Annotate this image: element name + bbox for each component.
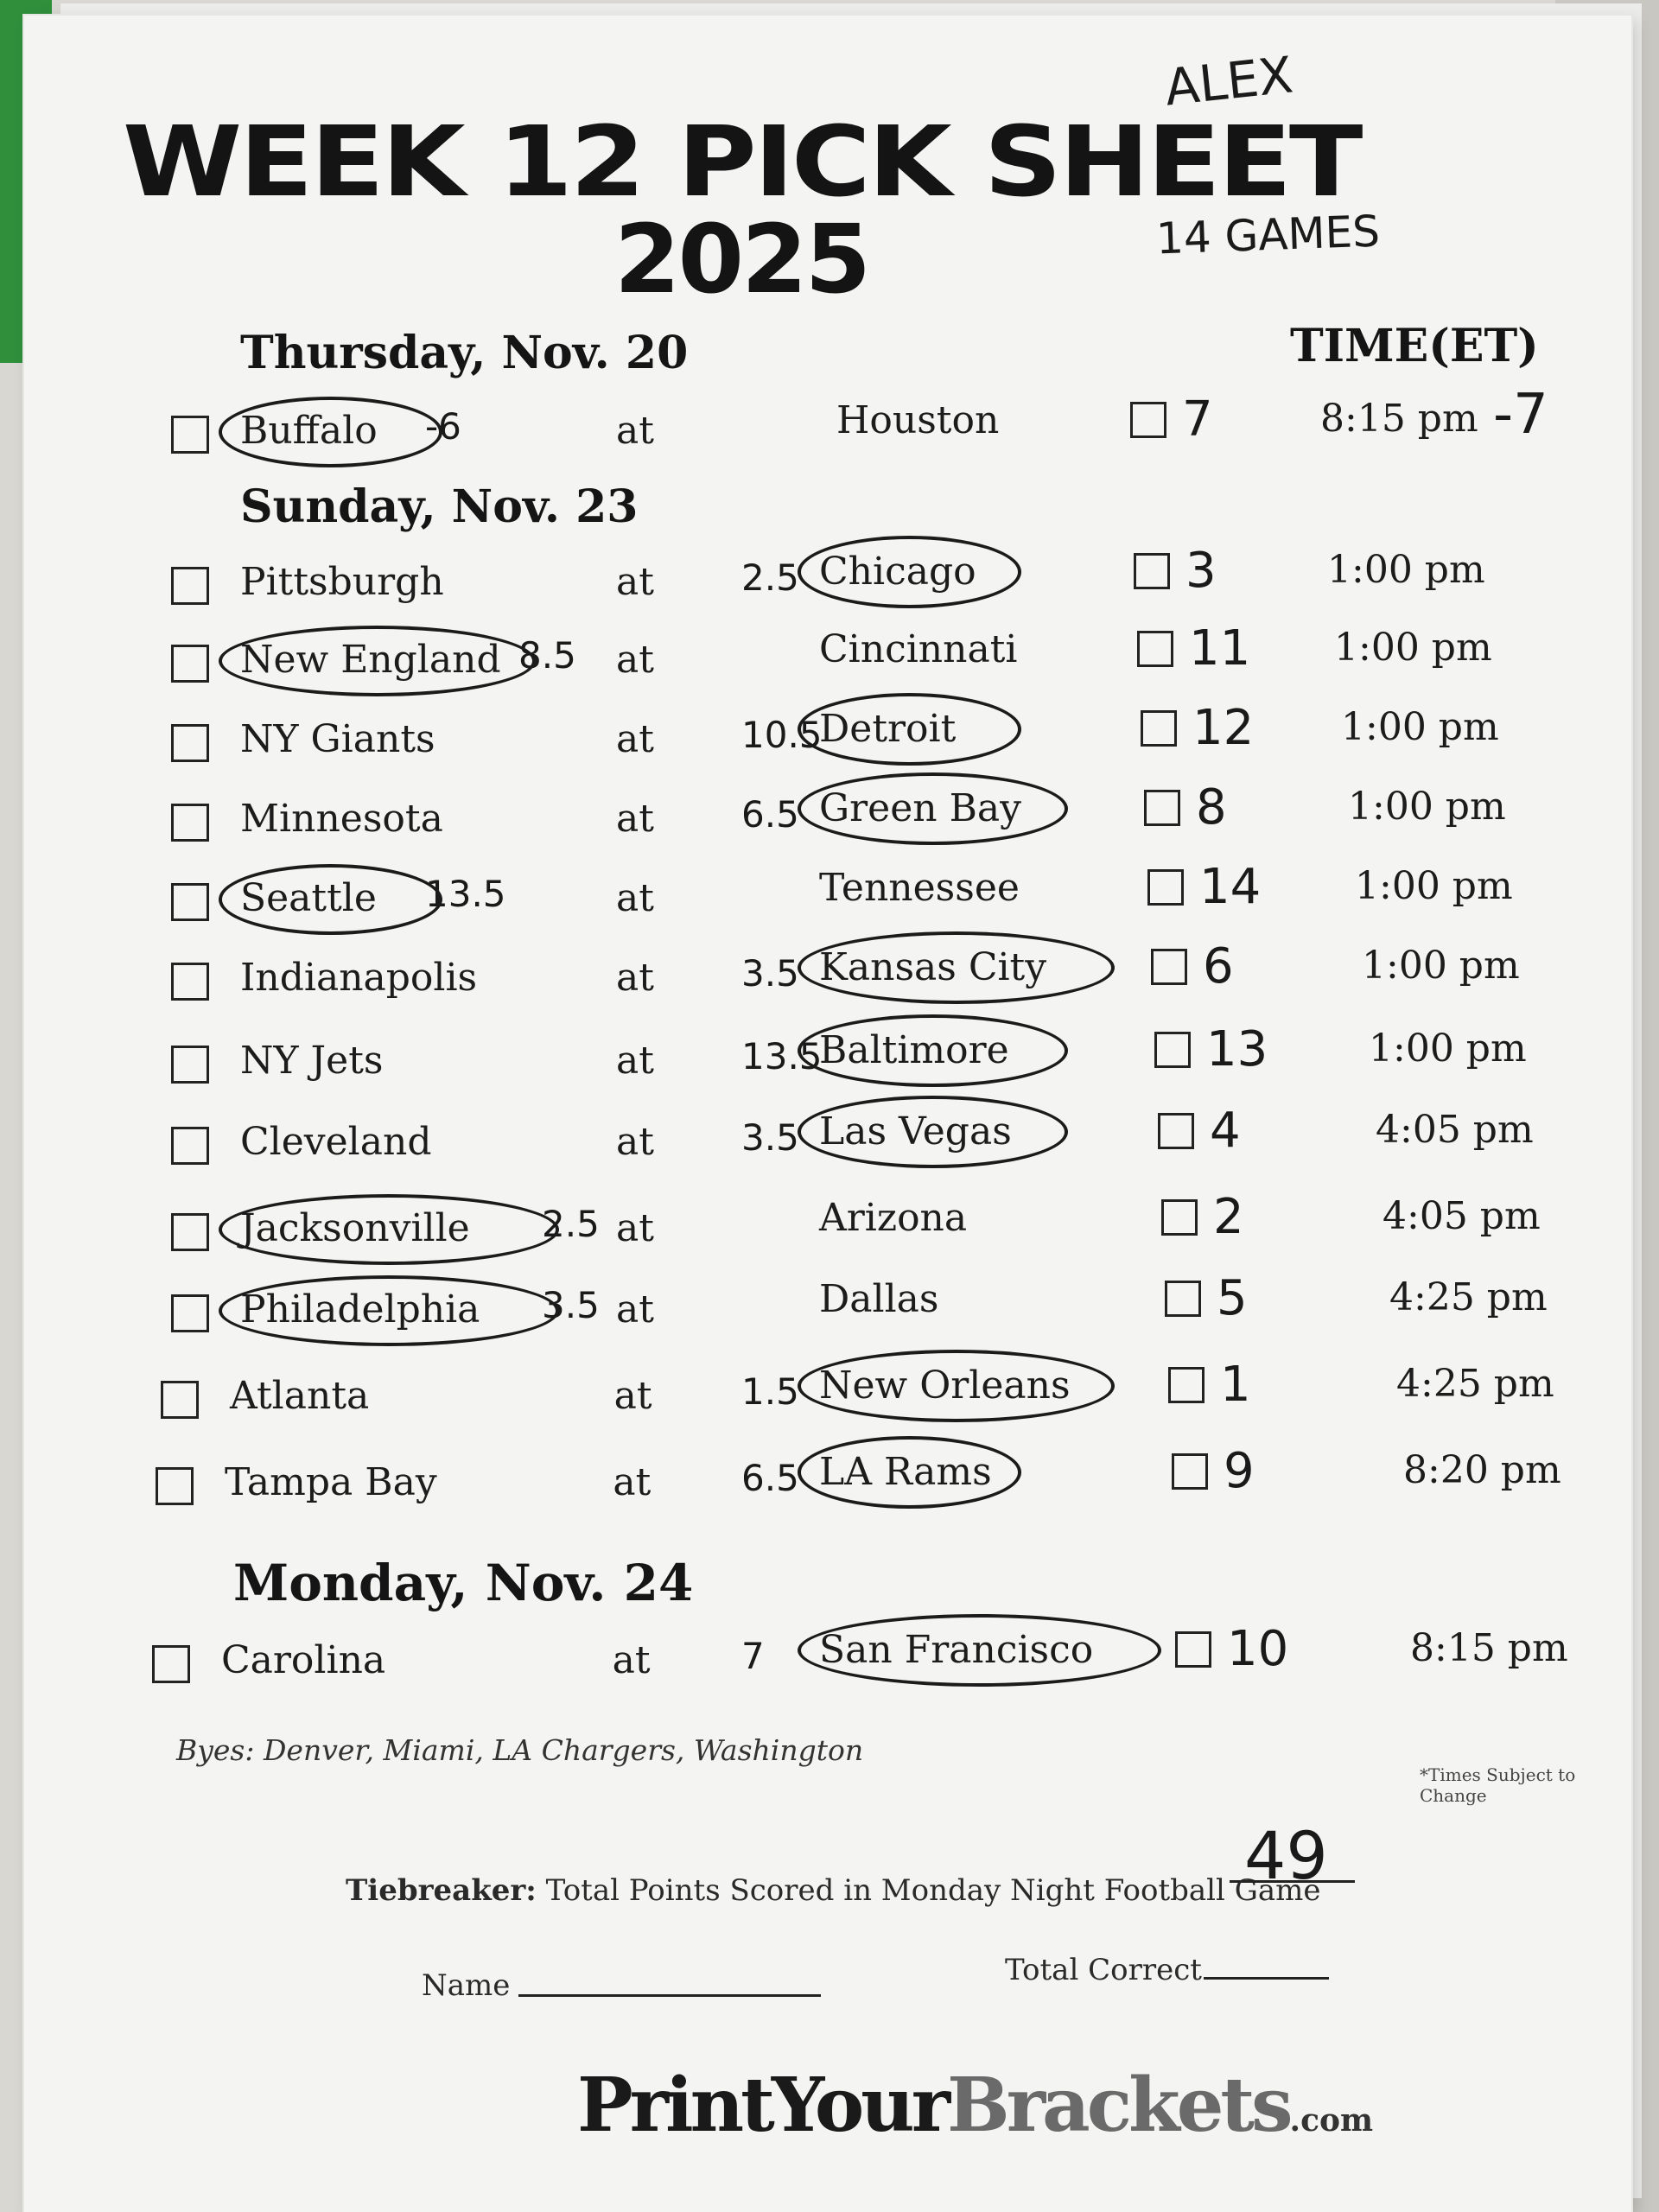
handwritten-spread: 3.5 — [741, 952, 799, 995]
handwritten-rank: 14 — [1199, 859, 1262, 915]
pick-circle — [219, 626, 536, 696]
game-time: 8:15 pm — [1410, 1626, 1568, 1670]
handwritten-name: ALEX — [1161, 45, 1296, 118]
handwritten-rank: 6 — [1203, 938, 1234, 995]
at-label: at — [613, 1460, 652, 1504]
handwritten-spread: 8.5 — [518, 634, 576, 677]
rank-checkbox[interactable] — [1134, 553, 1170, 589]
away-team: New England — [240, 638, 501, 682]
pick-circle — [798, 536, 1021, 608]
pick-checkbox[interactable] — [171, 645, 209, 683]
rank-checkbox[interactable] — [1154, 1032, 1191, 1068]
sheet-year: 2025 — [613, 204, 869, 315]
name-field-line[interactable] — [518, 1994, 821, 1997]
handwritten-rank: 9 — [1224, 1443, 1255, 1499]
home-team: Arizona — [819, 1196, 968, 1240]
pick-checkbox[interactable] — [171, 883, 209, 921]
handwritten-spread: 13.5 — [741, 1035, 823, 1077]
pick-circle — [798, 1096, 1068, 1168]
pick-checkbox[interactable] — [152, 1645, 190, 1683]
away-team: Cleveland — [240, 1120, 432, 1164]
rank-checkbox[interactable] — [1168, 1367, 1205, 1403]
handwritten-spread: 6.5 — [741, 793, 799, 836]
pick-circle — [798, 1014, 1068, 1087]
game-row — [24, 1270, 1659, 1348]
at-label: at — [616, 409, 654, 453]
pick-circle — [219, 1275, 559, 1346]
game-row — [24, 859, 1659, 937]
pick-circle — [219, 864, 442, 935]
game-row — [24, 938, 1659, 1016]
pick-circle — [798, 772, 1068, 845]
pick-checkbox[interactable] — [171, 567, 209, 605]
home-team: Chicago — [819, 550, 976, 594]
home-team: San Francisco — [819, 1628, 1094, 1672]
game-time: 1:00 pm — [1362, 944, 1520, 988]
rank-checkbox[interactable] — [1130, 402, 1166, 438]
pick-circle — [219, 397, 442, 467]
home-team: Tennessee — [819, 866, 1020, 910]
rank-checkbox[interactable] — [1158, 1113, 1194, 1149]
rank-checkbox[interactable] — [1137, 631, 1173, 667]
pick-checkbox[interactable] — [171, 1294, 209, 1332]
pick-checkbox[interactable] — [171, 1213, 209, 1251]
home-team: Dallas — [819, 1277, 939, 1321]
pick-checkbox[interactable] — [156, 1467, 194, 1505]
brand-part3: .com — [1289, 2102, 1374, 2139]
brand-part1: PrintYour — [577, 2062, 948, 2149]
day-monday: Monday, Nov. 24 — [233, 1554, 694, 1612]
pick-sheet-paper — [24, 16, 1631, 2212]
times-note: *Times Subject to Change — [1420, 1764, 1576, 1806]
handwritten-rank: 2 — [1213, 1189, 1244, 1245]
name-label: Name — [422, 1968, 511, 2003]
away-team: NY Giants — [240, 717, 435, 761]
tiebreaker-prompt — [346, 1873, 1321, 1908]
away-team: Tampa Bay — [225, 1460, 437, 1504]
game-row — [24, 543, 1659, 620]
handwritten-spread: 2.5 — [542, 1203, 600, 1245]
at-label: at — [616, 1206, 654, 1250]
away-team: Jacksonville — [240, 1206, 470, 1250]
handwritten-spread: 13.5 — [425, 873, 506, 915]
pick-checkbox[interactable] — [161, 1381, 199, 1419]
rank-checkbox[interactable] — [1141, 710, 1177, 747]
day-sunday: Sunday, Nov. 23 — [240, 480, 639, 533]
home-team: Baltimore — [819, 1028, 1009, 1072]
tiebreaker-text: Total Points Scored in Monday Night Football Game — [545, 1873, 1321, 1908]
away-team: Philadelphia — [240, 1287, 480, 1332]
handwritten-spread: 1.5 — [741, 1370, 799, 1413]
game-time: 4:25 pm — [1389, 1275, 1548, 1319]
rank-checkbox[interactable] — [1147, 869, 1184, 906]
home-team: LA Rams — [819, 1450, 992, 1494]
home-team: Detroit — [819, 707, 957, 751]
pick-circle — [798, 693, 1021, 766]
at-label: at — [616, 956, 654, 1000]
handwritten-spread: 10.5 — [741, 714, 823, 756]
pick-circle — [219, 1194, 559, 1265]
at-label: at — [613, 1374, 652, 1418]
at-label: at — [612, 1638, 651, 1682]
at-label: at — [616, 1287, 654, 1332]
game-row — [24, 1021, 1659, 1099]
pick-circle — [798, 931, 1115, 1004]
game-time: 4:05 pm — [1382, 1194, 1541, 1238]
pick-checkbox[interactable] — [171, 804, 209, 842]
brand-part2: Brackets — [947, 2062, 1290, 2149]
game-row — [24, 1189, 1659, 1267]
handwritten-spread: 6.5 — [741, 1457, 799, 1499]
home-team: New Orleans — [819, 1363, 1071, 1408]
pick-checkbox[interactable] — [171, 963, 209, 1001]
game-row — [24, 1103, 1659, 1180]
pick-circle — [798, 1614, 1161, 1687]
handwritten-rank: 1 — [1220, 1357, 1251, 1413]
handwritten-rank: 4 — [1210, 1103, 1241, 1159]
away-team: Indianapolis — [240, 956, 478, 1000]
rank-checkbox[interactable] — [1144, 790, 1180, 826]
home-team: Las Vegas — [819, 1109, 1012, 1154]
home-team: Kansas City — [819, 945, 1047, 989]
handwritten-rank: 10 — [1227, 1621, 1289, 1677]
home-team: Houston — [836, 398, 1000, 442]
handwritten-spread: 2.5 — [741, 556, 799, 599]
pick-circle — [798, 1350, 1115, 1422]
handwritten-rank: 13 — [1206, 1021, 1268, 1077]
handwritten-rank: 8 — [1196, 779, 1227, 836]
away-team: Pittsburgh — [240, 560, 444, 604]
game-time: 1:00 pm — [1341, 705, 1499, 749]
game-time: 1:00 pm — [1334, 626, 1492, 670]
handwritten-rank: 3 — [1185, 543, 1217, 599]
at-label: at — [616, 876, 654, 920]
at-label: at — [616, 638, 654, 682]
handwritten-spread: 3.5 — [741, 1116, 799, 1159]
game-time: 1:00 pm — [1327, 548, 1485, 592]
handwritten-margin-note: -7 — [1493, 383, 1548, 447]
day-thursday: Thursday, Nov. 20 — [240, 327, 689, 379]
total-correct-line[interactable] — [1204, 1977, 1329, 1980]
at-label: at — [616, 1039, 654, 1083]
at-label: at — [616, 560, 654, 604]
pick-checkbox[interactable] — [171, 416, 209, 454]
game-time: 1:00 pm — [1369, 1027, 1527, 1071]
handwritten-spread: -6 — [425, 405, 461, 448]
game-row — [24, 383, 1659, 469]
away-team: Carolina — [221, 1638, 386, 1682]
away-team: Minnesota — [240, 797, 443, 841]
game-row — [24, 1621, 1659, 1699]
game-row — [24, 620, 1659, 698]
rank-checkbox[interactable] — [1175, 1631, 1211, 1668]
byes-text: Byes: Denver, Miami, LA Chargers, Washington — [176, 1733, 864, 1767]
pick-circle — [798, 1436, 1021, 1509]
away-team: Seattle — [240, 876, 377, 920]
at-label: at — [616, 1120, 654, 1164]
rank-checkbox[interactable] — [1165, 1281, 1201, 1317]
total-correct-label: Total Correct — [1005, 1953, 1202, 1987]
time-column-header: TIME(ET) — [1290, 320, 1539, 372]
rank-checkbox[interactable] — [1172, 1453, 1208, 1490]
home-team: Cincinnati — [819, 627, 1018, 671]
pick-checkbox[interactable] — [171, 1127, 209, 1165]
rank-checkbox[interactable] — [1151, 949, 1187, 985]
game-row — [24, 1443, 1659, 1521]
game-time: 1:00 pm — [1355, 864, 1513, 908]
game-time: 8:15 pm — [1320, 397, 1478, 441]
away-team: Atlanta — [230, 1374, 370, 1418]
handwritten-spread: 7 — [741, 1635, 765, 1677]
game-time: 4:05 pm — [1376, 1108, 1534, 1152]
at-label: at — [616, 797, 654, 841]
handwritten-rank: 12 — [1192, 700, 1255, 756]
sheet-title: WEEK 12 PICK SHEET — [122, 106, 1361, 219]
home-team: Green Bay — [819, 786, 1022, 830]
rank-checkbox[interactable] — [1161, 1199, 1198, 1236]
game-row — [24, 1357, 1659, 1434]
tiebreaker-label: Tiebreaker: — [346, 1873, 537, 1908]
game-time: 1:00 pm — [1348, 785, 1506, 829]
game-time: 8:20 pm — [1403, 1448, 1561, 1492]
handwritten-rank: 11 — [1189, 620, 1251, 677]
away-team: NY Jets — [240, 1039, 384, 1083]
game-row — [24, 779, 1659, 857]
away-team: Buffalo — [240, 409, 378, 453]
handwritten-rank: 5 — [1217, 1270, 1248, 1326]
handwritten-tiebreaker: 49 — [1244, 1817, 1328, 1894]
pick-checkbox[interactable] — [171, 1046, 209, 1084]
handwritten-games-note: 14 GAMES — [1155, 206, 1381, 264]
brand-logo — [577, 2062, 1373, 2149]
pick-checkbox[interactable] — [171, 724, 209, 762]
game-row — [24, 700, 1659, 778]
game-time: 4:25 pm — [1396, 1362, 1554, 1406]
handwritten-rank: 7 — [1182, 391, 1213, 448]
at-label: at — [616, 717, 654, 761]
handwritten-spread: 3.5 — [542, 1284, 600, 1326]
